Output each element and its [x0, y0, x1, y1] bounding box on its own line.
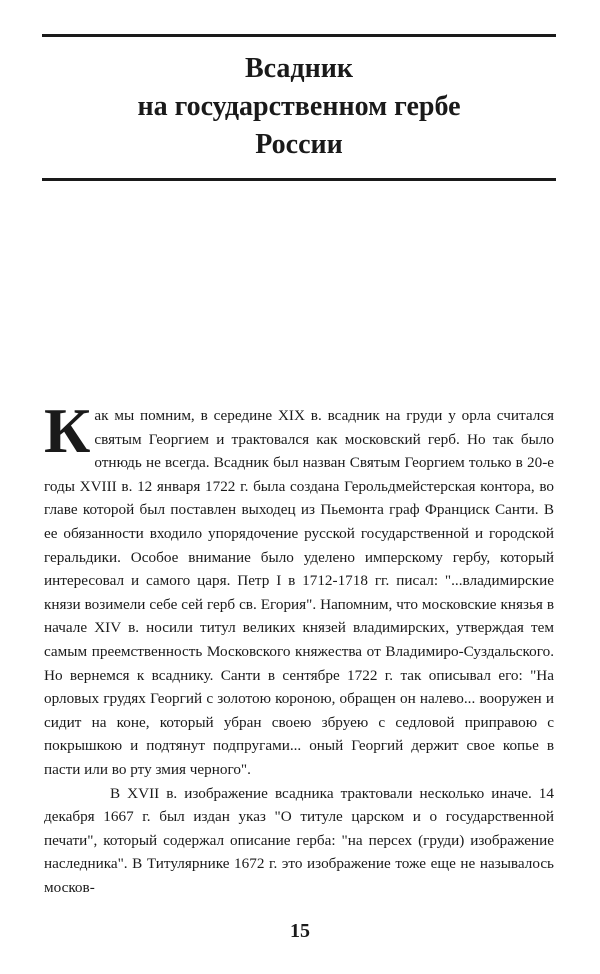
body-text: [44, 395, 554, 899]
paragraph-1-text: ак мы помним, в середине XIX в. всадник на груди у орла считался святым Георгием и трактовался как московский герб. Но так было отнюдь не всегда. Всадник был назван Святым Георгием только в 20-е годы XVIII в. 12 января 1722 г. была создана Герольдмейстерская контора, во главе которой был поставлен выходец из Пьемонта граф Франциск Санти. В ее обязанности входило упорядочение русской государственной и городской геральдики. Особое внимание было уделено имперскому гербу, который интересовал и самого царя. Петр I в 1712-1718 гг. писал: "...владимирские князи возимели себе сей герб св. Егория". Напомним, что московские князья в начале XIV в. носили титул великих князей владимирских, утверждая тем самым преемственность Московского княжества от Владимиро-Суздальского. Но вернемся к всаднику. Санти в сентябре 1722 г. так описывал его: "На орловых грудях Георгий с золотою короною, обращен он налево... вооружен и сидит на коне, который убран своею збруею с седловой приправою с покрышкою и подтянут подпругами... оный Георгий держит свое копье в пасти или во рту змия черного".: [44, 407, 554, 778]
title-line-2: на государственном гербе: [137, 91, 461, 122]
paragraph-1: [44, 395, 554, 782]
top-rule: [42, 34, 556, 37]
title-line-1: Всадник: [244, 53, 353, 84]
paragraph-2: В XVII в. изображение всадника трактовали несколько иначе. 14 декабря 1667 г. был издан указ "О титуле царском и о государственной печати", который содержал описание герба: "на персех (груди) изображение наследника". В Титулярнике 1672 г. это изображение тоже еще не называлось москов-: [44, 784, 554, 896]
chapter-title: [42, 50, 556, 164]
drop-cap: К: [44, 395, 91, 466]
page-number: 15: [290, 920, 310, 942]
title-line-3: России: [255, 129, 343, 160]
bottom-rule: [42, 178, 556, 181]
